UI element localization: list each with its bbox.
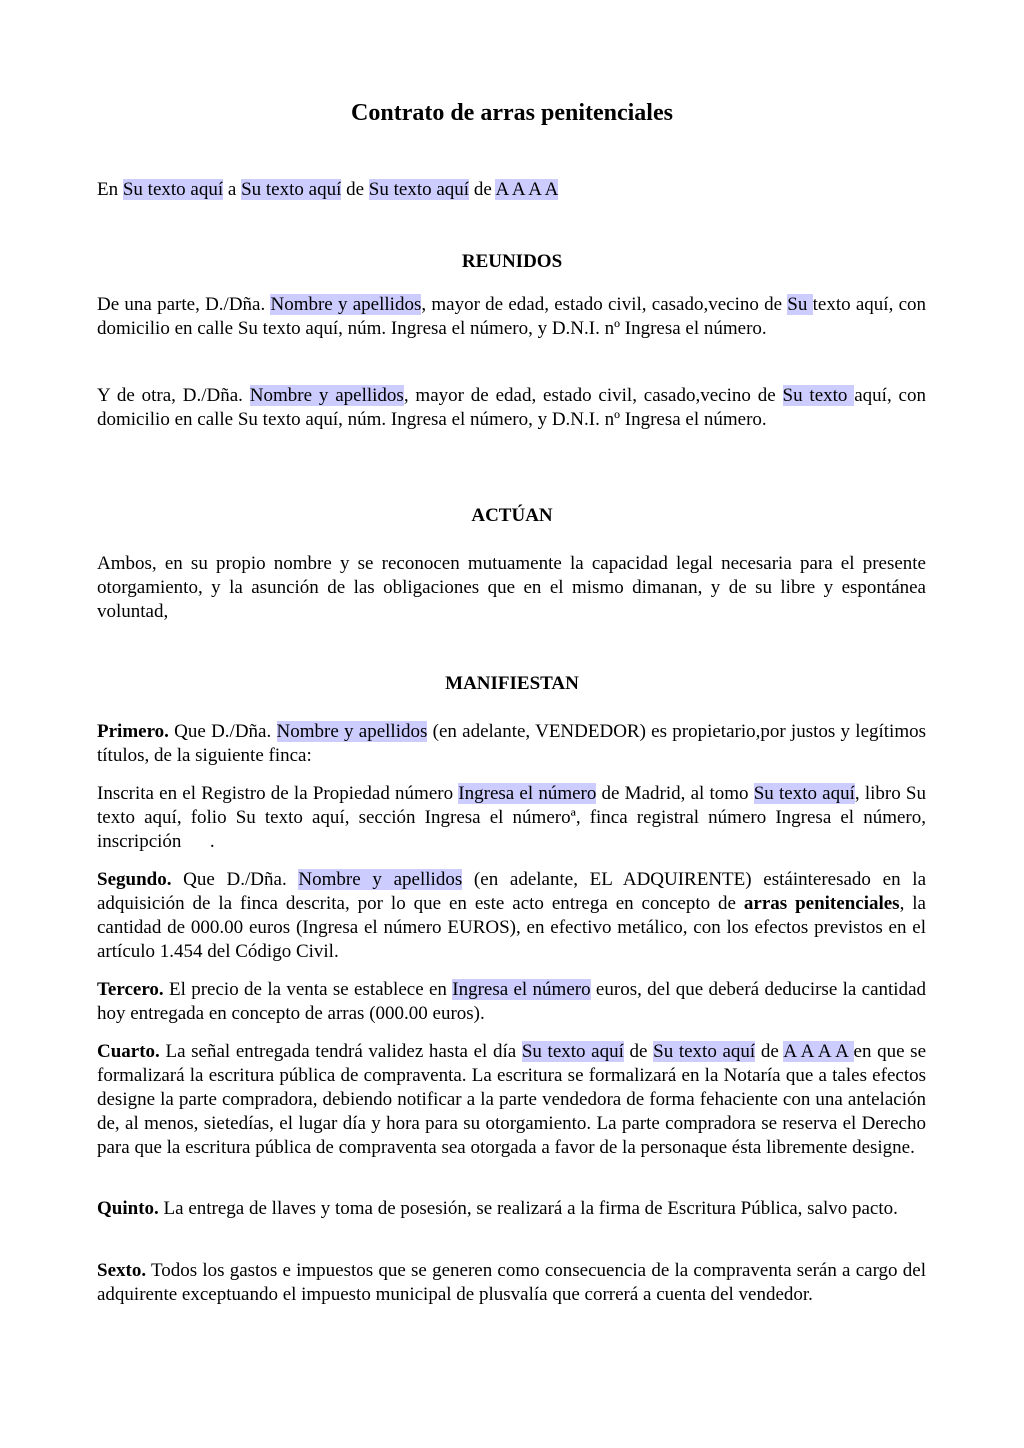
text-run: REUNIDOS [461, 251, 563, 272]
placeholder-field[interactable]: Nombre y apellidos [298, 869, 463, 890]
heading-actuan [0, 504, 1024, 528]
text-run: (en adelante, EL ADQUIRENTE) estáinteresado en la adquisición de la finca descrita, por lo que en este acto entrega en concepto de [97, 869, 927, 914]
tercero-paragraph [97, 978, 926, 1026]
heading-manifiestan [0, 672, 1024, 696]
bold-label: Segundo. [97, 869, 172, 890]
text-run: aquí, con domicilio en calle Su texto aquí, núm. Ingresa el número, y D.N.I. nº Ingresa el número. [97, 385, 926, 430]
text-run: , mayor de edad, estado civil, casado,vecino de [403, 385, 783, 406]
text-run: MANIFIESTAN [445, 673, 579, 694]
text-run: , mayor de edad, estado civil, casado,vecino de [421, 294, 788, 315]
text-run: Y de otra, D./Dña. [97, 385, 250, 406]
text-run: Ambos, en su propio nombre y se reconocen mutuamente la capacidad legal necesaria para el presente otorgamiento, y la asunción de las obligaciones que en el mismo dimanan, y de su libre y espontánea voluntad, [97, 553, 926, 622]
placeholder-field[interactable]: Nombre y apellidos [249, 385, 404, 406]
placeholder-field[interactable]: A A A A [783, 1041, 854, 1062]
placeholder-field[interactable]: Su texto aquí [653, 1041, 756, 1062]
placeholder-field[interactable]: Nombre y apellidos [276, 721, 428, 742]
heading-reunidos [0, 250, 1024, 274]
document-title: Contrato de arras penitenciales [351, 100, 673, 126]
party-one-paragraph [97, 293, 926, 341]
text-run: (en adelante, VENDEDOR) es propietario,por justos y legítimos títulos, de la siguiente finca: [97, 721, 927, 766]
text-run: , libro Su texto aquí, folio Su texto aquí, sección Ingresa el númeroª, finca registral número Ingresa el número, inscripción . [97, 783, 931, 852]
sexto-paragraph [97, 1259, 926, 1307]
inscrita-paragraph [97, 782, 931, 854]
quinto-paragraph [97, 1197, 926, 1221]
placeholder-field[interactable]: Ingresa el número [452, 979, 591, 1000]
text-run: a [223, 179, 242, 200]
text-run: La entrega de llaves y toma de posesión, se realizará a la firma de Escritura Pública, salvo pacto. [158, 1198, 898, 1219]
text-run: Que D./Dña. [171, 869, 299, 890]
segundo-paragraph [97, 868, 926, 964]
text-run: de Madrid, al tomo [596, 783, 754, 804]
text-run: de [623, 1041, 654, 1062]
bold-label: Sexto. [97, 1260, 147, 1281]
bold-label: Tercero. [97, 979, 164, 1000]
date-line [97, 178, 926, 202]
placeholder-field[interactable]: Nombre y apellidos [270, 294, 422, 315]
text-run: texto aquí, con domicilio en calle Su texto aquí, núm. Ingresa el número, y D.N.I. nº Ingresa el número. [97, 294, 927, 339]
placeholder-field[interactable]: Su texto aquí [122, 179, 224, 200]
placeholder-field[interactable]: Su texto aquí [521, 1041, 624, 1062]
text-run: Todos los gastos e impuestos que se generen como consecuencia de la compraventa serán a cargo del adquirente exceptuando el impuesto municipal de plusvalía que correrá a cuenta del vendedor. [97, 1260, 926, 1305]
text-run: De una parte, D./Dña. [97, 294, 271, 315]
cuarto-paragraph [97, 1040, 926, 1160]
bold-label: Quinto. [97, 1198, 159, 1219]
text-run: En [97, 179, 123, 200]
placeholder-field[interactable]: Su texto aquí [241, 179, 342, 200]
text-run: de [755, 1041, 784, 1062]
text-run: de [469, 179, 496, 200]
primero-paragraph [97, 720, 926, 768]
placeholder-field[interactable]: A A A A [495, 179, 559, 200]
placeholder-field[interactable]: Su texto aquí [753, 783, 855, 804]
party-two-paragraph [97, 384, 926, 432]
placeholder-field[interactable]: Su texto aquí [368, 179, 470, 200]
text-run: ACTÚAN [471, 505, 553, 526]
placeholder-field[interactable]: Su texto [782, 385, 855, 406]
bold-label: Primero. [97, 721, 169, 742]
placeholder-field[interactable]: Ingresa el número [458, 783, 597, 804]
actuan-paragraph [97, 552, 926, 624]
text-run: La señal entregada tendrá validez hasta el día [159, 1041, 522, 1062]
text-run: El precio de la venta se establece en [163, 979, 453, 1000]
text-run: Que D./Dña. [168, 721, 277, 742]
bold-label: Cuarto. [97, 1041, 160, 1062]
text-run: Inscrita en el Registro de la Propiedad número [97, 783, 459, 804]
placeholder-field[interactable]: Su [787, 294, 813, 315]
bold-label: arras penitenciales [743, 893, 900, 914]
text-run: en que se formalizará la escritura pública de compraventa. La escritura se formalizará en la Notaría que a tales efectos designe la parte compradora, debiendo notificar a la parte vendedora de forma fehaciente con una antelación de, al menos, sietedías, el lugar día y hora para su otorgamiento. La parte compradora se reserva el Derecho para que la escritura pública de compraventa sea otorgada a favor de la personaque ésta libremente designe. [97, 1041, 926, 1158]
text-run: euros, del que deberá deducirse la cantidad hoy entregada en concepto de arras (000.00 euros). [97, 979, 927, 1024]
text-run: , la cantidad de 000.00 euros (Ingresa el número EUROS), en efectivo metálico, con los efectos previstos en el artículo 1.454 del Código Civil. [97, 893, 926, 962]
text-run: de [341, 179, 369, 200]
